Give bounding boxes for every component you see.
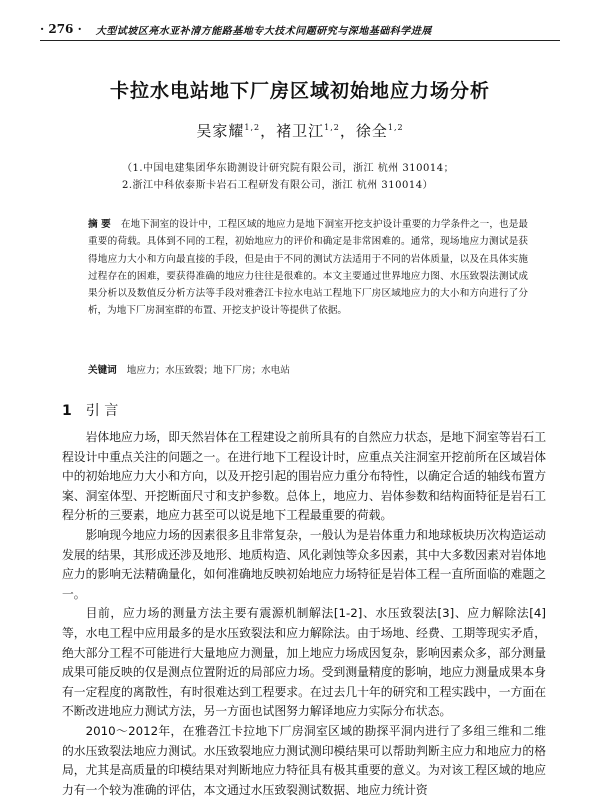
affiliations — [122, 160, 454, 194]
abstract-label: 摘 要 — [88, 219, 111, 230]
page-number: · 276 · — [40, 22, 82, 36]
author-name: 吴家耀 — [196, 122, 245, 140]
keywords — [88, 362, 528, 376]
section-heading — [62, 400, 118, 420]
author-affiliation-mark: 1,2 — [324, 123, 340, 132]
paper-title: 卡拉水电站地下厂房区域初始地应力场分析 — [109, 80, 490, 102]
paragraph: 目前，应力场的测量方法主要有震源机制解法[1-2]、水压致裂法[3]、应力解除法[4]等，水电工程中应用最多的是水压致裂法和应力解除法。由于场地、经费、工期等现实矛盾，绝大部分工程不可能进行大量地应力测量，加上地应力场成因复杂，影响因素众多，部分测量成果可能反映的仅是测点位置附近的局部应力场。受到测量精度的影响，地应力测量成果本身有一定程度的离散性，有时很难达到工程要求。在过去几十年的研究和工程实践中，一方面在不断改进地应力测试方法，另一方面也试图努力解译地应力实际分布状态。 — [62, 606, 546, 719]
abstract — [88, 216, 528, 320]
paragraph: 岩体地应力场，即天然岩体在工程建设之前所具有的自然应力状态，是地下洞室等岩石工程设计中重点关注的问题之一。在进行地下工程设计时，应重点关注洞室开挖前所在区域岩体中的初始地应力大小和方向，以及开挖引起的围岩应力重分布特性，以确定合适的轴线布置方案、洞室体型、开挖断面尺寸和支护参数。总体上，地应力、岩体参数和结构面特征是岩石工程分析的三要素，地应力甚至可以说是地下工程最重要的荷载。 — [62, 430, 546, 523]
author-separator: ， — [260, 122, 277, 140]
paragraph: 2010～2012年，在雅砻江卡拉地下厂房洞室区域的勘探平洞内进行了多组三维和二维的水压致裂法地应力测试。水压致裂地应力测试测印模结果可以帮助判断主应力和地应力的格局，尤其是高质量的印模结果对判断地应力特征具有极其重要的意义。为对该工程区域的地应力有一个较为准确的评估，本文通过水压致裂测试数据、地应力统计资 — [62, 723, 546, 797]
section-number: 1 — [62, 403, 72, 419]
keywords-text: 地应力；水压致裂；地下厂房；水电站 — [126, 365, 290, 376]
affiliation-line: （1.中国电建集团华东勘测设计研究院有限公司，浙江 杭州 310014； — [122, 163, 455, 174]
author-name: 褚卫江 — [276, 122, 325, 140]
author-affiliation-mark: 1,2 — [387, 123, 404, 132]
author-list — [0, 120, 600, 141]
affiliation-line: 2.浙江中科依泰斯卡岩石工程研发有限公司，浙江 杭州 310014） — [122, 180, 434, 191]
section-title: 引 言 — [85, 403, 119, 419]
abstract-text: 在地下洞室的设计中，工程区域的地应力是地下洞室开挖支护设计重要的力学条件之一，也是最重要的荷载。具体到不同的工程，初始地应力的评价和确定是非常困难的。通常，现场地应力测试是获得地应力大小和方向最直接的手段，但是由于不同的测试方法适用于不同的岩体质量，以及在具体实施过程存在的困难，要获得准确的地应力往往是很难的。本文主要通过世界地应力图、水压致裂法测试成果分析以及数值反分析方法等手段对雅砻江卡拉水电站工程地下厂房区域地应力的大小和方向进行了分析，为地下厂房洞室群的布置、开挖支护设计等提供了依据。 — [88, 219, 529, 317]
author-separator: ， — [339, 122, 356, 140]
keywords-label: 关键词 — [88, 365, 117, 376]
journal-title: 大型试坡区亮水亚补清方能路基地专大技术问题研究与深地基础科学进展 — [95, 25, 432, 37]
running-header — [40, 18, 560, 41]
paragraph: 影响现今地应力场的因素很多且非常复杂，一般认为是岩体重力和地球板块历次构造运动发展的结果，其形成还涉及地形、地质构造、风化剥蚀等众多因素，其中大多数因素对岩体地应力的影响无法精确量化，如何准确地反映初始地应力场特征是岩体工程一直所面临的难题之一。 — [62, 527, 546, 601]
author-affiliation-mark: 1,2 — [244, 123, 261, 132]
author-name: 徐全 — [355, 122, 388, 140]
body-text — [62, 428, 546, 800]
